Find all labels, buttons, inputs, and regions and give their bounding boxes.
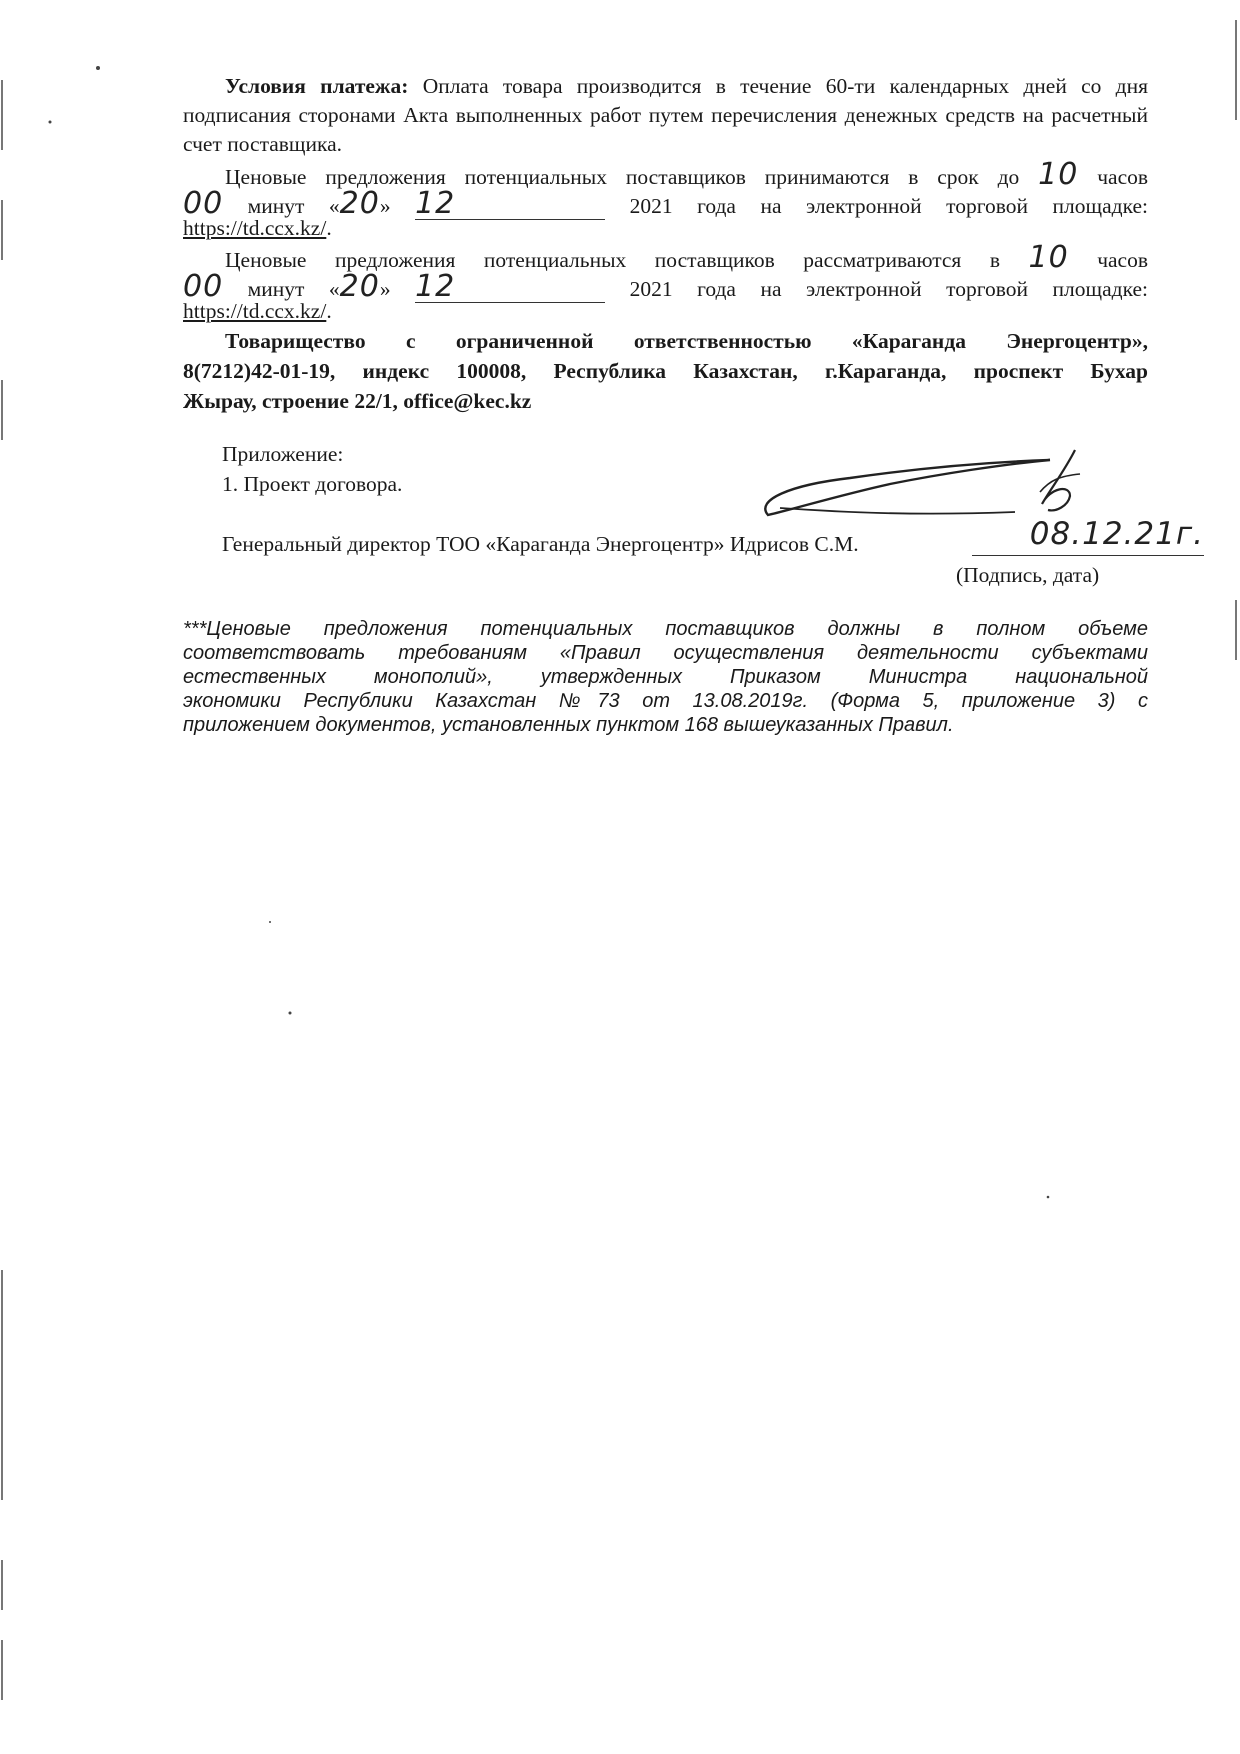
acceptance-month: 12 — [415, 186, 456, 221]
review-day: 20 — [339, 269, 380, 304]
acceptance-tail: 2021 года на электронной торговой площадке: — [629, 194, 1148, 218]
footnote-line-2: соответствовать требованиям «Правил осуществления деятельности субъектами — [183, 642, 1148, 664]
payment-label: Условия платежа: — [225, 74, 409, 98]
review-lead: Ценовые предложения потенциальных поставщиков рассматриваются в — [225, 248, 1000, 272]
review-minutes-word: минут « — [247, 277, 340, 301]
footnote-line-1: ***Ценовые предложения потенциальных поставщиков должны в полном объеме — [183, 618, 1148, 640]
footnote — [183, 617, 1148, 737]
acceptance-minute: 00 — [183, 186, 224, 221]
review-hours-word: часов — [1097, 248, 1149, 272]
acceptance-hours-word: часов — [1097, 165, 1149, 189]
company-line-3 — [183, 387, 1148, 416]
acceptance-quote-close: » — [379, 194, 391, 218]
acceptance-day: 20 — [339, 186, 380, 221]
company-name: Товарищество с ограниченной ответственностью «Караганда Энергоцентр», — [225, 329, 1148, 353]
acceptance-url: https://td.ccx.kz/ — [183, 216, 327, 240]
signature-blank — [972, 516, 1204, 556]
review-hour: 10 — [1028, 240, 1069, 275]
review-minute: 00 — [183, 269, 224, 304]
review-line-3: https://td.ccx.kz/. — [183, 299, 332, 323]
payment-paragraph — [183, 72, 1148, 159]
review-url: https://td.ccx.kz/ — [183, 299, 327, 323]
signature-text: Генеральный директор ТОО «Караганда Энергоцентр» Идрисов С.М. — [222, 532, 859, 556]
review-quote-close: » — [379, 277, 391, 301]
review-line-1 — [183, 240, 1149, 275]
review-month: 12 — [415, 269, 456, 304]
acceptance-line-1 — [183, 157, 1149, 192]
acceptance-line-3: https://td.ccx.kz/. — [183, 216, 332, 240]
attachment-title: Приложение: — [222, 442, 344, 466]
review-tail: 2021 года на электронной торговой площадке: — [629, 277, 1148, 301]
company-contacts: Жырау, строение 22/1, office@kec.kz — [183, 389, 532, 413]
footnote-line-3: естественных монополий», утвержденных Приказом Министра национальной — [183, 666, 1148, 688]
attachment-item: 1. Проект договора. — [222, 472, 403, 496]
payment-text: Оплата товара производится в течение 60-ти календарных дней со дня подписания сторонами Акта выполненных работ путем перечисления денежных средств на расчетный счет поставщика. — [183, 74, 1149, 156]
signature-date: 08.12.21г. — [1029, 516, 1204, 552]
signature-caption: (Подпись, дата) — [956, 563, 1100, 587]
acceptance-hour: 10 — [1038, 157, 1079, 192]
footnote-line-4: экономики Республики Казахстан №73 от 13.08.2019г. (Форма 5, приложение 3) с — [183, 690, 1148, 712]
footnote-line-5: приложением документов, установленных пунктом 168 вышеуказанных Правил. — [183, 714, 954, 736]
company-line-2 — [183, 357, 1148, 386]
acceptance-lead: Ценовые предложения потенциальных поставщиков принимаются в срок до — [225, 165, 1020, 189]
company-address: 8(7212)42-01-19, индекс 100008, Республика Казахстан, г.Караганда, проспект Бухар — [183, 359, 1148, 383]
company-line-1 — [183, 327, 1148, 356]
acceptance-minutes-word: минут « — [247, 194, 340, 218]
